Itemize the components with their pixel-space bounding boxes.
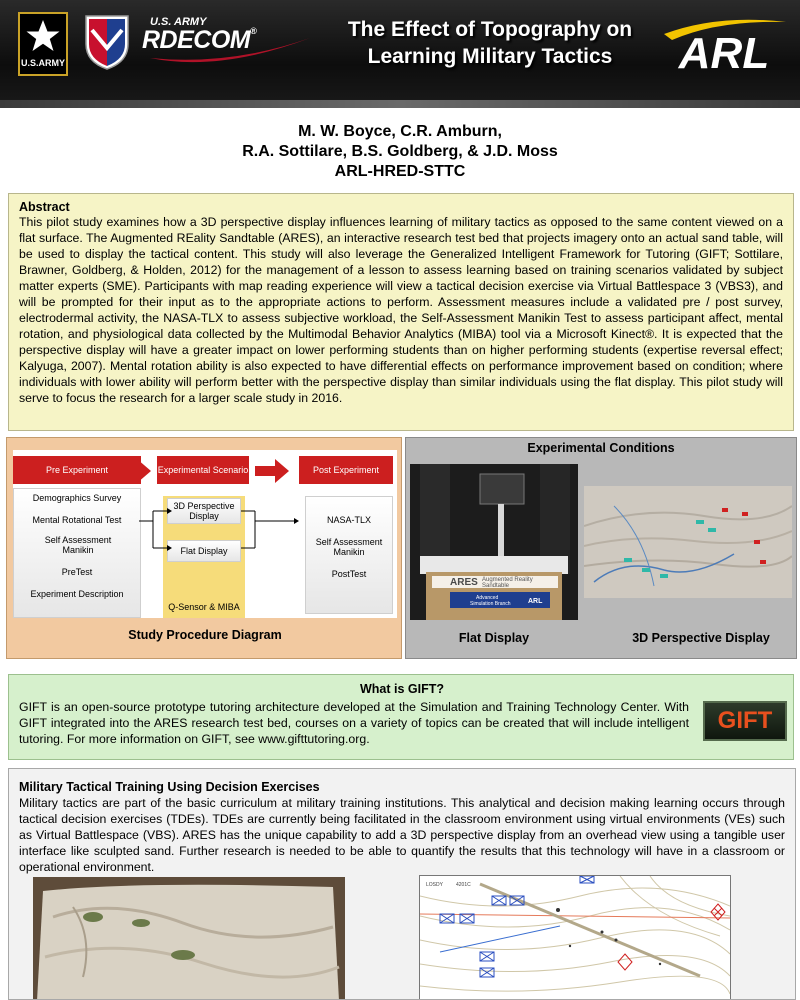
- ares-sign-text: ARES: [450, 577, 478, 588]
- pre-experiment-list: [13, 488, 141, 618]
- tactical-text: Military tactics are part of the basic curriculum at military training institutions. This analytical and decision making learning occurs through tactical decision exercises (TDEs). TDEs are currently being facilitated in the classroom environment using virtual environments (VEs) such as Virtual Battlespace (VBS). ARES has the unique capability to add a 3D perspective display from an overhead view using a tangible user interface like sculpted sand. Further research is needed to be able to quantify the results that this technology will have in a classroom or operational environment.: [19, 796, 785, 874]
- gift-section: [8, 674, 794, 760]
- gift-title: What is GIFT?: [359, 682, 445, 696]
- flat-display-photo: [410, 464, 578, 620]
- rdecom-logo-text: [142, 26, 256, 55]
- procedure-section: [6, 437, 402, 659]
- perspective-display-photo: [584, 486, 792, 598]
- map-label-2: 4201C: [456, 882, 471, 888]
- ares-sign-sub2: Sandtable: [482, 583, 510, 589]
- sandtable-photo: [33, 877, 345, 1000]
- pre-item-demographics: Demographics Survey: [32, 493, 122, 503]
- banner-line2: Simulation Branch: [470, 601, 511, 607]
- right-arrow-icon: [117, 459, 151, 483]
- post-item-nasa-tlx: NASA-TLX: [326, 515, 371, 525]
- pre-item-description: Experiment Description: [30, 589, 124, 599]
- authors-affiliation: ARL-HRED-STTC: [334, 163, 466, 180]
- right-arrow-icon: [255, 459, 289, 483]
- authors-block: [0, 122, 800, 182]
- authors-line-1: M. W. Boyce, C.R. Amburn,: [298, 123, 502, 140]
- map-label-1: LOSDY: [426, 882, 443, 888]
- arl-logo: [658, 10, 790, 80]
- conditions-title: Experimental Conditions: [527, 441, 675, 455]
- post-experiment-header: Post Experiment: [299, 456, 393, 484]
- pre-item-pretest: PreTest: [61, 567, 93, 577]
- pre-experiment-header: Pre Experiment: [13, 456, 141, 484]
- tactical-heading: Military Tactical Training Using Decision Exercises: [19, 780, 320, 794]
- army-star-icon: [20, 16, 66, 56]
- title-line-1: The Effect of Topography on: [347, 18, 633, 41]
- post-experiment-list: [305, 496, 393, 614]
- experimental-scenario-header: Experimental Scenario: [157, 456, 249, 484]
- tactical-section: [8, 768, 796, 1000]
- scenario-sensors: Q-Sensor & MIBA: [168, 602, 240, 612]
- registered-mark: ®: [250, 26, 257, 36]
- poster-header: [0, 0, 800, 108]
- gift-text: GIFT is an open-source prototype tutoring architecture developed at the Simulation and Training Technology Center. With GIFT integrated into the ARES research test bed, courses on a variety of topics can be created that will include intelligent tutoring. For more information on GIFT, see www.gifttutoring.org.: [19, 700, 689, 746]
- procedure-caption: Study Procedure Diagram: [128, 628, 282, 642]
- army-logo-text: U.S.ARMY: [20, 58, 66, 72]
- rdecom-name: RDECOM: [142, 26, 251, 54]
- scenario-3d-box: 3D Perspective Display: [167, 498, 241, 524]
- us-army-logo: [18, 12, 68, 76]
- flat-display-caption: Flat Display: [458, 631, 530, 645]
- conditions-section: [405, 437, 797, 659]
- title-line-2: Learning Military Tactics: [367, 45, 613, 68]
- arl-logo-text: ARL: [678, 29, 770, 78]
- pre-item-mental-rotation: Mental Rotational Test: [32, 515, 122, 525]
- banner-line1: Advanced: [476, 595, 499, 601]
- ares-sign-sub1: Augmented Reality: [482, 577, 533, 583]
- scenario-flat-box: Flat Display: [167, 540, 241, 562]
- post-item-sam: Self Assessment Manikin: [315, 537, 383, 557]
- procedure-diagram: [13, 450, 397, 618]
- procedure-connectors: [139, 500, 299, 570]
- abstract-section: [8, 193, 794, 431]
- abstract-heading: Abstract: [19, 200, 70, 214]
- authors-line-2: R.A. Sottilare, B.S. Goldberg, & J.D. Moss: [242, 143, 558, 160]
- tactical-map: [419, 875, 731, 1000]
- banner-logo: ARL: [528, 598, 543, 605]
- rdecom-us-army-text: U.S. ARMY: [150, 16, 207, 28]
- header-stripe: [0, 100, 800, 108]
- poster-title: [300, 16, 680, 70]
- pre-item-sam: Self Assessment Manikin: [44, 535, 112, 555]
- post-item-posttest: PostTest: [331, 569, 367, 579]
- abstract-text: This pilot study examines how a 3D perspective display influences learning of military tactics as opposed to the same content viewed on a flat surface. The Augmented REality Sandtable (ARES), an interactive research test bed that projects imagery onto an actual sand table, will be used to display the tactical content. This study will also leverage the Generalized Intelligent Framework for Tutoring (GIFT; Sottilare, Brawner, Goldberg, & Holden, 2012) for the management of a lesson to assess learning based on training scenarios validated by subject matter experts (SME). Participants with map reading experience will view a tactical decision exercise via Virtual Battlespace 3 (VBS3), and will be prompted for their input as to the appropriate actions to perform. Assessment measures include a validated pre / post survey, electrodermal activity, the NASA-TLX to assess subjective workload, the Self-Assessment Manikin Test to assess participant affect, mental rotation, and physiological data collected by the Multimodal Behavior Analytics (MIBA) tool via a Microsoft Kinect®. It is expected that the perspective display will have a greater impact on lower performing students than on higher performing students (expertise reversal effect; Kalyuga, 2007). Mental rotation ability is also expected to have differential effects on performance improvement based on condition; where individuals with lower ability will perform better with the perspective display than similar individuals using the flat display. This pilot study will serve to focus the research for a larger scale study in 2016.: [19, 215, 783, 405]
- gift-logo: GIFT: [703, 701, 787, 741]
- perspective-display-caption: 3D Perspective Display: [632, 631, 770, 645]
- rdecom-shield-icon: [84, 14, 130, 70]
